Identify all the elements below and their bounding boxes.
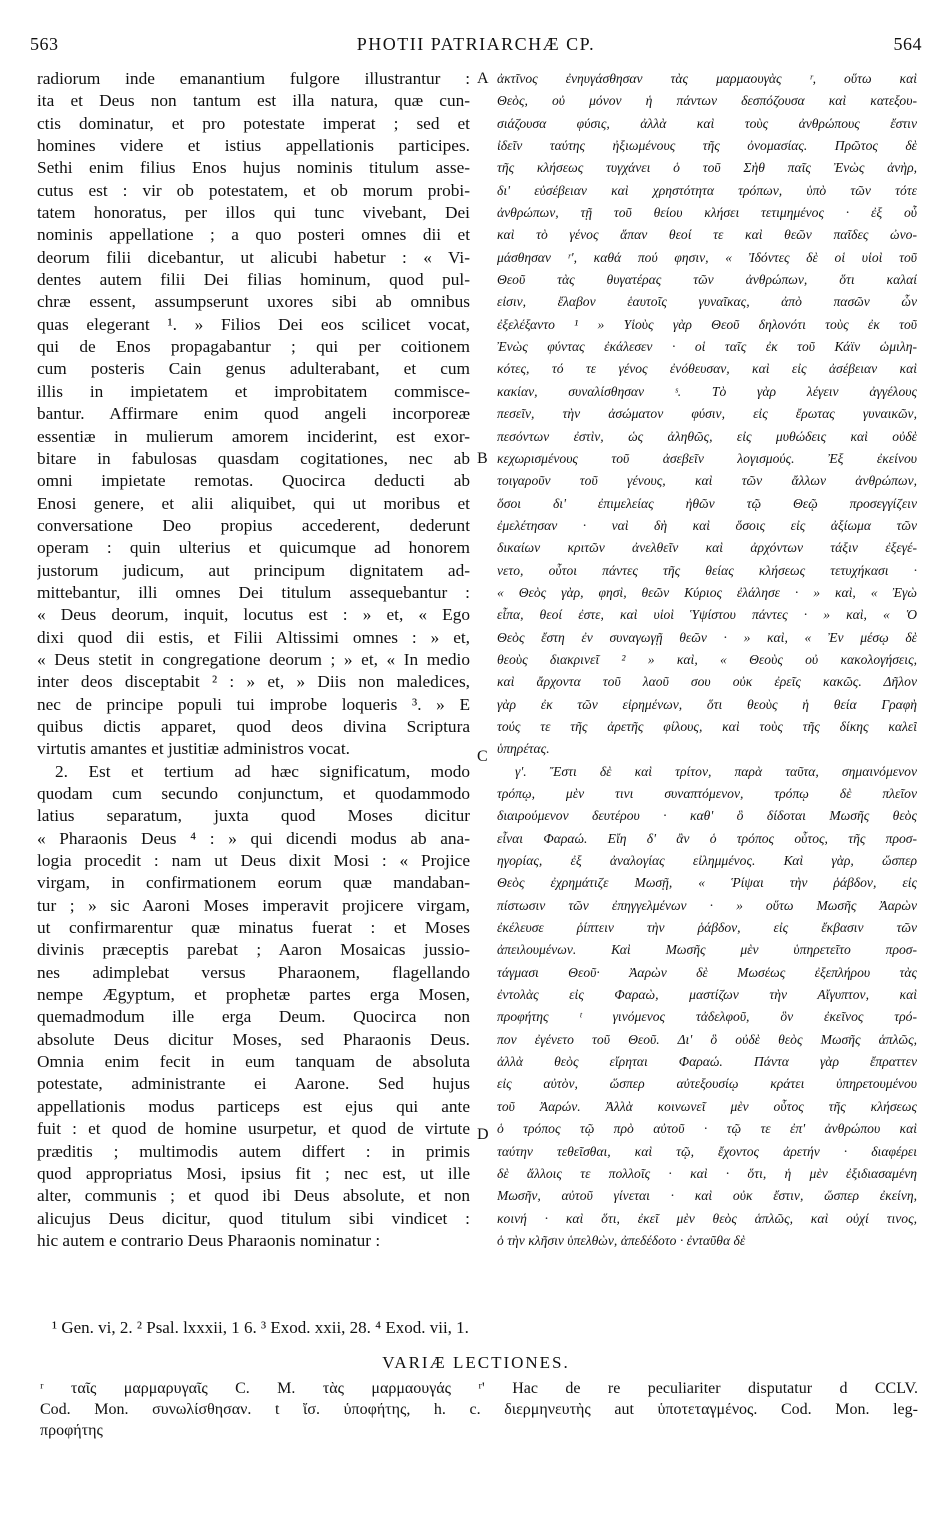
latin-text-line: fuit : et quod de homine usurpetur, et quod de virtute	[37, 1119, 470, 1139]
greek-text-line: ἰδεῖν ταύτης ἠξιωμένους τῆς ὀνομασίας. Πρῶτος δὲ	[497, 138, 917, 154]
greek-text-line: ἀλλὰ θεὸς εἴρηται Φαραώ. Πάντα γὰρ ἔπραττεν	[497, 1054, 917, 1070]
greek-text-line: τρόπῳ, μὲν τινι συναπτόμενον, τρόπῳ δὲ πλεῖον	[497, 786, 917, 801]
greek-text-line: Θεὸς ἔστη ἐν συναγωγῇ θεῶν · » καὶ, « Ἐν μέσῳ δὲ	[497, 629, 917, 645]
greek-text-line: ἀνθρώπων, τῇ τοῦ θείου κλήσει τετιμημένος · ἐξ οὗ	[497, 205, 917, 221]
page-number-right: 564	[893, 34, 922, 54]
latin-text-line: « Pharaonis Deus ⁴ : » qui dicendi modus ab ana-	[37, 828, 470, 848]
latin-text-line: virtutis amantes et justitiæ administros vocat.	[37, 739, 350, 759]
latin-text-line: alter, communis ; et quod ibi Deus absolute, et non	[37, 1186, 470, 1206]
greek-text-line: ἐντολὰς εἰς Φαραὼ, μαστίζων τὴν Αἴγυπτον, καὶ	[497, 987, 917, 1003]
greek-text-line: ηγορίας, ἐξ ἀναλογίας εἰλημμένος. Καὶ γὰρ, ὥσπερ	[497, 853, 917, 869]
latin-text-line: bitare in fabulosas quasdam cogitationes, nec ab	[37, 448, 470, 468]
latin-text-line: nominis appellatione ; a quo posteri omnes dii et	[37, 225, 470, 245]
greek-text-line: ὅσοι δι' ἐπιμελείας ἠθῶν τῷ Θεῷ προσεγγίζειν	[497, 495, 917, 511]
latin-text-line: tatem honoratus, per illos qui tunc vivebant, Dei	[37, 203, 470, 223]
latin-text-line: omni impietate remotas. Quocirca deducti ab	[37, 471, 470, 491]
latin-text-line: latius separatum, juxta quod Moses dicitur	[37, 806, 470, 826]
latin-text-line: dixi quod dii estis, et Filii Altissimi omnes : » et,	[37, 627, 470, 647]
footnotes: ¹ Gen. vi, 2. ² Psal. lxxxii, 1 6. ³ Exod. xxii, 28. ⁴ Exod. vii, 1.	[52, 1318, 469, 1337]
greek-text-line: κότες, τό τε γένος ἐνόθευσαν, καὶ εἰς ἀσέβειαν καὶ	[497, 361, 917, 377]
greek-text-line: Ἐνὼς φύντας ἐκάλεσεν · οἱ ταῖς ἐκ τοῦ Κάϊν ὡμιλη-	[497, 339, 917, 355]
greek-text-line: δὲ ἄλλοις τε πολλοῖς · καὶ · ὅτι, ἡ μὲν ἐξιδιασαμένη	[497, 1165, 917, 1181]
latin-text-line: conversatione Deo propius accederent, dederunt	[37, 515, 470, 535]
greek-text-line: τοῦ Ἀαρών. Ἀλλὰ κοινωνεῖ μὲν οὗτος τῆς κλήσεως	[497, 1098, 917, 1114]
greek-text-line: πεσόντων ἐστὶν, ὡς ἀληθῶς, εἰς μυθώδεις καὶ οὐδὲ	[497, 428, 917, 444]
greek-text-line: δικαίων κριτῶν ἀνελθεῖν καὶ ἀρχόντων τάξιν ἐξεγέ-	[497, 540, 917, 556]
latin-text-line: bantur. Affirmare enim quod angeli incorporeæ	[37, 404, 470, 424]
greek-text-line: μάσθησαν ʳ', καθά πού φησιν, « Ἰδόντες δὲ οἱ υἱοὶ τοῦ	[497, 249, 917, 265]
latin-text-line: quemadmodum ille erga Deum. Quocirca non	[37, 1007, 470, 1027]
greek-text-line: ὁ τὴν κλῆσιν ὑπελθὼν, ἀπεδέδοτο · ἐνταῦθα δὲ	[497, 1232, 746, 1248]
greek-text-line: τοιγαροῦν τοῦ γένους, καὶ τῶν ἄλλων ἀνθρώπων,	[497, 473, 917, 489]
greek-text-line: καὶ τὸ γένος ἅπαν θεοί τε καὶ θεῶν παῖδες ὠνο-	[497, 227, 917, 243]
latin-text-line: præditis ; multimodis autem differt : in primis	[37, 1141, 470, 1161]
latin-text-line: hic autem e contrario Deus Pharaonis nominatur :	[37, 1230, 381, 1250]
latin-text-line: inter deos disceptabit ² : » et, » Diis non maledices,	[37, 672, 470, 692]
latin-text-line: alicujus Deus dicitur, quod titulum sibi vindicet :	[37, 1208, 470, 1228]
margin-letter-d: D	[477, 1126, 489, 1143]
latin-text-line: illis in impietatem et improbitatem commisce-	[37, 381, 470, 401]
greek-text-line: ἐμελέτησαν · ναὶ δὴ καὶ ὅσοις εἰς ἀξίωμα τῶν	[497, 517, 917, 533]
latin-text-line: Enosi genere, et alii aliquibet, qui ut moribus et	[37, 493, 470, 513]
greek-text-line: ταύτην τεθεῖσθαι, καὶ τῷ, ἔχοντος ἀρετήν · διαφέρει	[497, 1143, 917, 1159]
variae-line: ʳ ταῖς μαρμαρυγαῖς C. M. τὰς μαρμαουγάς ʳ' Hac de re peculiariter disputatur d CCLV.	[40, 1380, 918, 1397]
latin-text-line: essentiæ in mulierum amorem inciderint, est exor-	[37, 426, 470, 446]
latin-text-line: homines videre et istius appellationis participes.	[37, 136, 470, 156]
variae-lectiones-heading: VARIÆ LECTIONES.	[382, 1353, 570, 1372]
greek-text-line: Θεοῦ τὰς θυγατέρας τῶν ἀνθρώπων, ὅτι καλαί	[497, 272, 917, 288]
latin-text-line: logia procedit : nam ut Deus dixit Mosi : « Projice	[37, 851, 470, 871]
greek-text-line: πεσεῖν, τὴν ἀσώματον φύσιν, εἰς ἔρωτας γυναικῶν,	[497, 406, 917, 422]
latin-text-line: ctis dominatur, et pro potestate imperat ; sed et	[37, 113, 470, 133]
greek-text-line: εἶπα, θεοί ἐστε, καὶ υἱοὶ Ὑψίστου πάντες · » καὶ, « Ὁ	[497, 607, 917, 623]
latin-text-line: qui de Enos propagabantur ; qui per coitionem	[37, 337, 470, 357]
greek-text-line: τάγμασι Θεοῦ· Ἀαρὼν δὲ Μωσέως ἐξεπλήρου τὰς	[497, 964, 917, 980]
latin-text-line: appellationis modus particeps est ejus qui ante	[37, 1096, 470, 1116]
latin-text-line: ita et Deus non tantum est illa natura, quæ cun-	[37, 91, 470, 111]
greek-text-line: ἀπειλουμένων. Καὶ Μωσῆς μὲν ὑπηρετεῖτο προσ-	[497, 942, 917, 958]
latin-text-line: virgam, in confirmationem eorum quæ mandaban-	[37, 873, 470, 893]
greek-text-line: Θεὸς, οὐ μόνον ἡ πάντων δεσπόζουσα καὶ κατεξου-	[497, 93, 917, 109]
page-number-left: 563	[30, 34, 59, 54]
latin-text-line: deorum filii dicebantur, ut alicubi habetur : « Vi-	[37, 247, 470, 267]
margin-letter-b: B	[477, 450, 488, 467]
greek-text-line: τῆς κλήσεως τυγχάνει ὁ τοῦ Σὴθ παῖς Ἐνὼς ἀνὴρ,	[497, 160, 917, 176]
greek-text-line: δι' εὐσέβειαν καὶ χρηστότητα τρόπων, ὑπὸ τῶν τότε	[497, 182, 917, 198]
latin-text-line: cum posteris Cain genus adulterabant, et cum	[37, 359, 470, 379]
running-title: PHOTII PATRIARCHÆ CP.	[356, 34, 596, 54]
latin-text-line: radiorum inde emanantium fulgore illustrantur :	[37, 69, 470, 88]
greek-text-line: ἐκέλευσε ῥίπτειν τὴν ῥάβδον, εἰς ἔκβασιν τῶν	[497, 920, 917, 936]
greek-text-line: κεχωρισμένους τοῦ ἀσεβεῖν λογισμούς. Ἐξ ἐκείνου	[497, 450, 917, 466]
greek-text-line: νετο, οὗτοι πάντες τῆς θείας κλήσεως τετυχήκασι ·	[497, 562, 917, 578]
latin-text-line: divinis præceptis parebat ; Aaron Mosaicas jussio-	[37, 940, 470, 960]
variae-line: προφήτης	[40, 1422, 103, 1439]
latin-text-line: operam : quin ulterius et quicumque ad honorem	[37, 538, 470, 558]
page-header	[30, 34, 922, 58]
greek-text-line: ὁ τρόπος τῷ πρὸ αὐτοῦ · τῷ τε ἐπ' ἀνθρώπου καὶ	[497, 1121, 917, 1137]
latin-text-line: justorum judicum, aut principum dignitatem ad-	[37, 560, 470, 580]
greek-text-line: ἐξελέξαντο ¹ » Υἱοὺς γὰρ Θεοῦ δηλονότι τοὺς ἐκ τοῦ	[497, 316, 917, 332]
greek-text-line: πίστωσιν τῶν ἐπηγγελμένων · » οὕτω Μωσῆς Ἀαρὼν	[497, 897, 917, 913]
greek-text-line: γὰρ ἐκ τῶν εἰρημένων, ὅτι θεοὺς ἡ θεία Γραφὴ	[497, 696, 917, 712]
greek-text-line: κοινή · καὶ ὅτι, ἐκεῖ μὲν θεὸς ἁπλῶς, καὶ οὐχί τινος,	[497, 1210, 917, 1226]
latin-text-line: chræ essent, assumpserunt uxores sibi ab omnibus	[37, 292, 470, 312]
greek-text-line: « Θεὸς γὰρ, φησὶ, θεῶν Κύριος ἐλάλησε · » καὶ, « Ἐγὼ	[497, 584, 917, 600]
variae-lectiones-text	[40, 1378, 918, 1441]
greek-text-line: ὑπηρέτας.	[497, 741, 550, 757]
latin-text-line: mittebantur, illi omnes Dei titulum assequebantur :	[37, 582, 470, 602]
latin-text-line: « Deus deorum, inquit, locutus est : » et, « Ego	[37, 605, 470, 625]
latin-text-line: Omnia enim fecit in eum tanquam de absoluta	[37, 1052, 470, 1072]
margin-letter-c: C	[477, 748, 488, 765]
margin-letter-a: A	[477, 70, 489, 87]
latin-text-line: potestate, administrante ei Aarone. Sed hujus	[37, 1074, 470, 1094]
latin-text-line: quodam cum secundo conjunctum, et quodammodo	[37, 784, 470, 803]
greek-text-line: κακίαν, συναλίσθησαν ˢ. Τὸ γὰρ λέγειν ἀγγέλους	[497, 383, 917, 399]
greek-text-line: θεοὺς διακρινεῖ ² » καὶ, « Θεοὺς οὐ κακολογήσεις,	[497, 651, 917, 667]
latin-text-line: cutus est : vir ob potestatem, et ob morum probi-	[37, 180, 470, 200]
greek-text-line: διαιρούμενον δευτέρου · καθ' ὃ δίδοται Μωσῆς θεὸς	[497, 808, 917, 824]
greek-text-line: Μωσῆν, αὐτοῦ γίνεται · καὶ οὐκ ἔστιν, ὥσπερ ἐκείνη,	[497, 1188, 917, 1204]
greek-text-line: εἰς αὐτὸν, ὥσπερ αὐτεξουσίῳ κράτει ὑπηρετουμένου	[497, 1076, 917, 1092]
latin-text-line: 2. Est et tertium ad hæc significatum, modo	[55, 761, 470, 781]
greek-text-line: πον ἐγένετο τοῦ Θεοῦ. Δι' ὃ οὐδὲ θεὸς Μωσῆς ἁπλῶς,	[497, 1031, 917, 1047]
latin-text-line: quod appropriatus Mosi, ipsius fit ; nec est, ut ille	[37, 1163, 470, 1183]
latin-text-line: nes adimplebat versus Pharaonem, flagellando	[37, 962, 470, 982]
greek-text-line: εἶναι Φαραώ. Εἴη δ' ἂν ὁ τρόπος οὗτος, τῆς προσ-	[497, 830, 917, 846]
greek-text-line: προφήτης ᵗ γινόμενος τἀδελφοῦ, ὃν ἐκεῖνος τρό-	[497, 1009, 917, 1025]
greek-column	[497, 68, 917, 1252]
greek-text-line: καὶ ἄρχοντα τοῦ λαοῦ σου οὐκ ἐρεῖς κακῶς. Δῆλον	[497, 674, 917, 690]
greek-text-line: εἰσιν, ἔλαβον ἑαυτοῖς γυναῖκας, ἀπὸ πασῶν ὧν	[497, 294, 917, 310]
greek-text-line: ἀκτῖνος ἐνηυγάσθησαν τὰς μαρμαουγὰς ʳ, οὕτω καὶ	[497, 71, 917, 86]
greek-text-line: γ'. Ἔστι δὲ καὶ τρίτον, παρὰ ταῦτα, σημαινόμενον	[515, 763, 917, 779]
latin-text-line: quibus dictis apparet, quod deos divina Scriptura	[37, 716, 470, 736]
greek-text-line: σιάζουσα φύσις, ἀλλὰ καὶ τοὺς ἀνθρώπους ἔστιν	[497, 115, 917, 131]
latin-text-line: quas elegerant ¹. » Filios Dei eos scilicet vocat,	[37, 314, 470, 334]
latin-column	[37, 68, 470, 1252]
latin-text-line: nec de principe populi tui improbe loqueris ³. » E	[37, 694, 470, 714]
latin-text-line: ut confirmarentur quæ minatus fuerat : et Moses	[37, 918, 470, 938]
latin-text-line: « Deus stetit in congregatione deorum ; » et, « In medio	[37, 649, 470, 669]
latin-text-line: tur ; » sic Aaroni Moses imperavit projicere virgam,	[37, 895, 470, 915]
latin-text-line: dentes autem filii Dei filias hominum, quod pul-	[37, 270, 470, 290]
greek-text-line: τούς τε τῆς ἀρετῆς φίλους, καὶ τοὺς τῆς δίκης καλεῖ	[497, 718, 917, 734]
latin-text-line: nempe Ægyptum, et prophetæ partes erga Mosen,	[37, 985, 470, 1005]
variae-line: Cod. Mon. συνωλίσθησαν. t ἴσ. ὑποφήτης, h. c. διερμηνευτὴς aut ὑποτεταγμένος. Cod. Mon. leg-	[40, 1401, 918, 1418]
latin-text-line: absolute Deus dicitur Moses, sed Pharaonis Deus.	[37, 1029, 470, 1049]
latin-text-line: Sethi enim filius Enos hujus nominis titulum asse-	[37, 158, 470, 178]
greek-text-line: Θεὸς ἐχρημάτιζε Μωσῇ, « Ῥίψαι τὴν ῥάβδον, εἰς	[497, 875, 917, 891]
